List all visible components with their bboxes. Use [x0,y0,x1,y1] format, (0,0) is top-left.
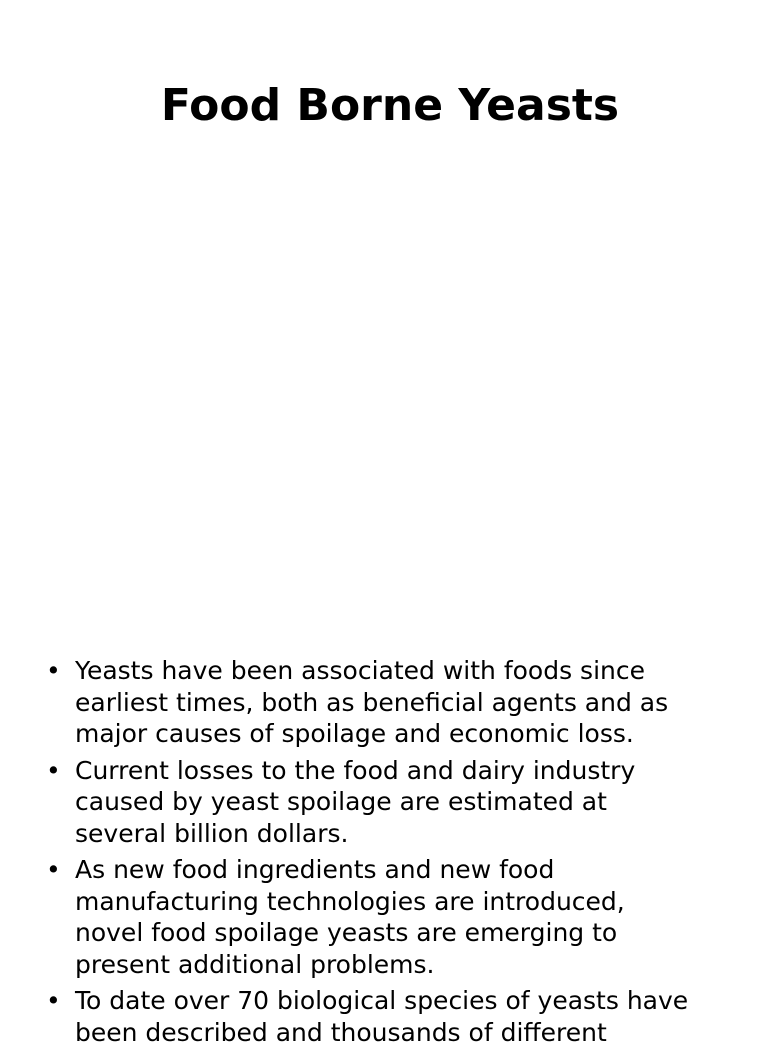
bullet-list [44,655,744,1053]
bullet-text-line: Current losses to the food and dairy industry [75,755,636,785]
bullet-item [44,985,744,1048]
bullet-text-line: manufacturing technologies are introduced, [75,886,625,916]
bullet-text-line: major causes of spoilage and economic loss. [75,719,634,748]
slide-title: Food Borne Yeasts [160,80,620,131]
bullet-text-line: present additional problems. [75,949,435,979]
bullet-icon: • [46,656,61,685]
bullet-text-line: several billion dollars. [75,818,349,848]
bullet-text-line: To date over 70 biological species of yeasts have [75,986,689,1015]
bullet-icon: • [46,755,61,785]
bullet-item [44,755,744,850]
bullet-text-line: As new food ingredients and new food [75,855,555,884]
bullet-icon: • [46,986,61,1015]
bullet-text-line: caused by yeast spoilage are estimated at [75,787,607,816]
bullet-text-line: novel food spoilage yeasts are emerging to [75,918,618,947]
bullet-icon: • [46,855,61,884]
bullet-item [44,655,744,750]
bullet-text-line: earliest times, both as beneficial agents and as [75,687,669,717]
bullet-text-line: Yeasts have been associated with foods since [75,656,645,685]
bullet-text-line: been described and thousands of different [75,1017,607,1047]
bullet-item [44,854,744,980]
